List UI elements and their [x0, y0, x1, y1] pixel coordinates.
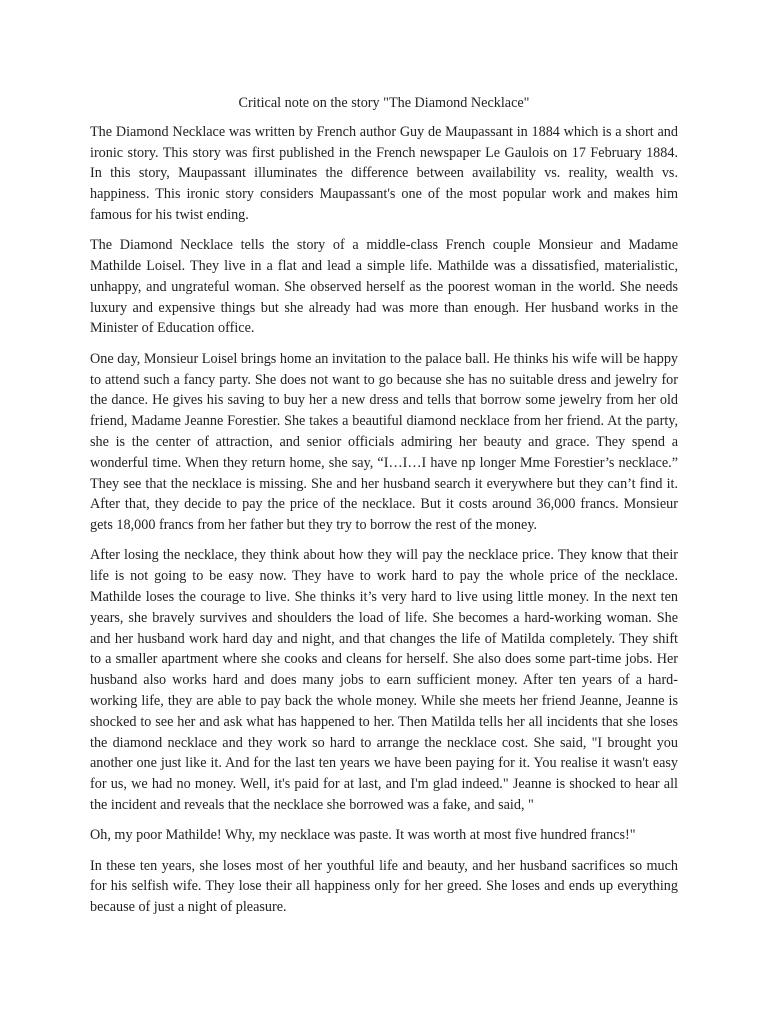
- paragraph-conclusion: In these ten years, she loses most of her youthful life and beauty, and her husband sacrifices so much for his selfish wife. They lose their all happiness only for her greed. She loses and ends up everything because of just a night of pleasure.: [90, 857, 678, 916]
- paragraph-party: One day, Monsieur Loisel brings home an invitation to the palace ball. He thinks his wife will be happy to attend such a fancy party. She does not want to go because she has no suitable dress and jewelry for the dance. He gives his saving to buy her a new dress and tells that borrow some jewelry from her old friend, Madame Jeanne Forestier. She takes a beautiful diamond necklace from her friend. At the party, she is the center of attraction, and senior officials admiring her beauty and grace. They spend a wonderful time. When they return home, she say, “I…I…I have np longer Mme Forestier’s necklace.” They see that the necklace is missing. She and her husband search it everywhere but they can’t find it. After that, they decide to pay the price of the necklace. But it costs around 36,000 francs. Monsieur gets 18,000 francs from her father but they try to borrow the rest of the money.: [90, 350, 678, 534]
- paragraph-intro: The Diamond Necklace was written by French author Guy de Maupassant in 1884 which is a short and ironic story. This story was first published in the French newspaper Le Gaulois on 17 February 1884. In this story, Maupassant illuminates the difference between availability vs. reality, wealth vs. happiness. This ironic story considers Maupassant's one of the most popular work and makes him famous for his twist ending.: [90, 123, 678, 223]
- paragraph-aftermath: After losing the necklace, they think about how they will pay the necklace price. They know that their life is not going to be easy now. They have to work hard to pay the whole price of the necklace. Mathilde loses the courage to live. She thinks it’s very hard to live using little money. In the next ten years, she bravely survives and shoulders the load of life. She becomes a hard-working woman. She and her husband work hard day and night, and that changes the life of Matilda completely. They shift to a smaller apartment where she cooks and cleans for herself. She also does some part-time jobs. Her husband also works hard and does many jobs to earn sufficient money. After ten years of a hard-working life, they are able to pay back the whole money. While she meets her friend Jeanne, Jeanne is shocked to see her and ask what has happened to her. Then Matilda tells her all incidents that she loses the diamond necklace and they work so hard to arrange the necklace cost. She said, "I brought you another one just like it. And for the last ten years we have been paying for it. You realise it wasn't easy for us, we had no money. Well, it's paid for at last, and I'm glad indeed." Jeanne is shocked to hear all the incident and reveals that the necklace she borrowed was a fake, and said, ": [90, 547, 678, 813]
- document-title: Critical note on the story "The Diamond Necklace": [238, 95, 530, 111]
- paragraph-characters: The Diamond Necklace tells the story of a middle-class French couple Monsieur and Madame Mathilde Loisel. They live in a flat and lead a simple life. Mathilde was a dissatisfied, materialistic, unhappy, and ungrateful woman. She observed herself as the poorest woman in the world. She needs luxury and expensive things but she already had was more than enough. Her husband works in the Minister of Education office.: [90, 237, 678, 337]
- paragraph-quote: Oh, my poor Mathilde! Why, my necklace was paste. It was worth at most five hundred francs!": [90, 827, 636, 844]
- document-page: [90, 93, 678, 927]
